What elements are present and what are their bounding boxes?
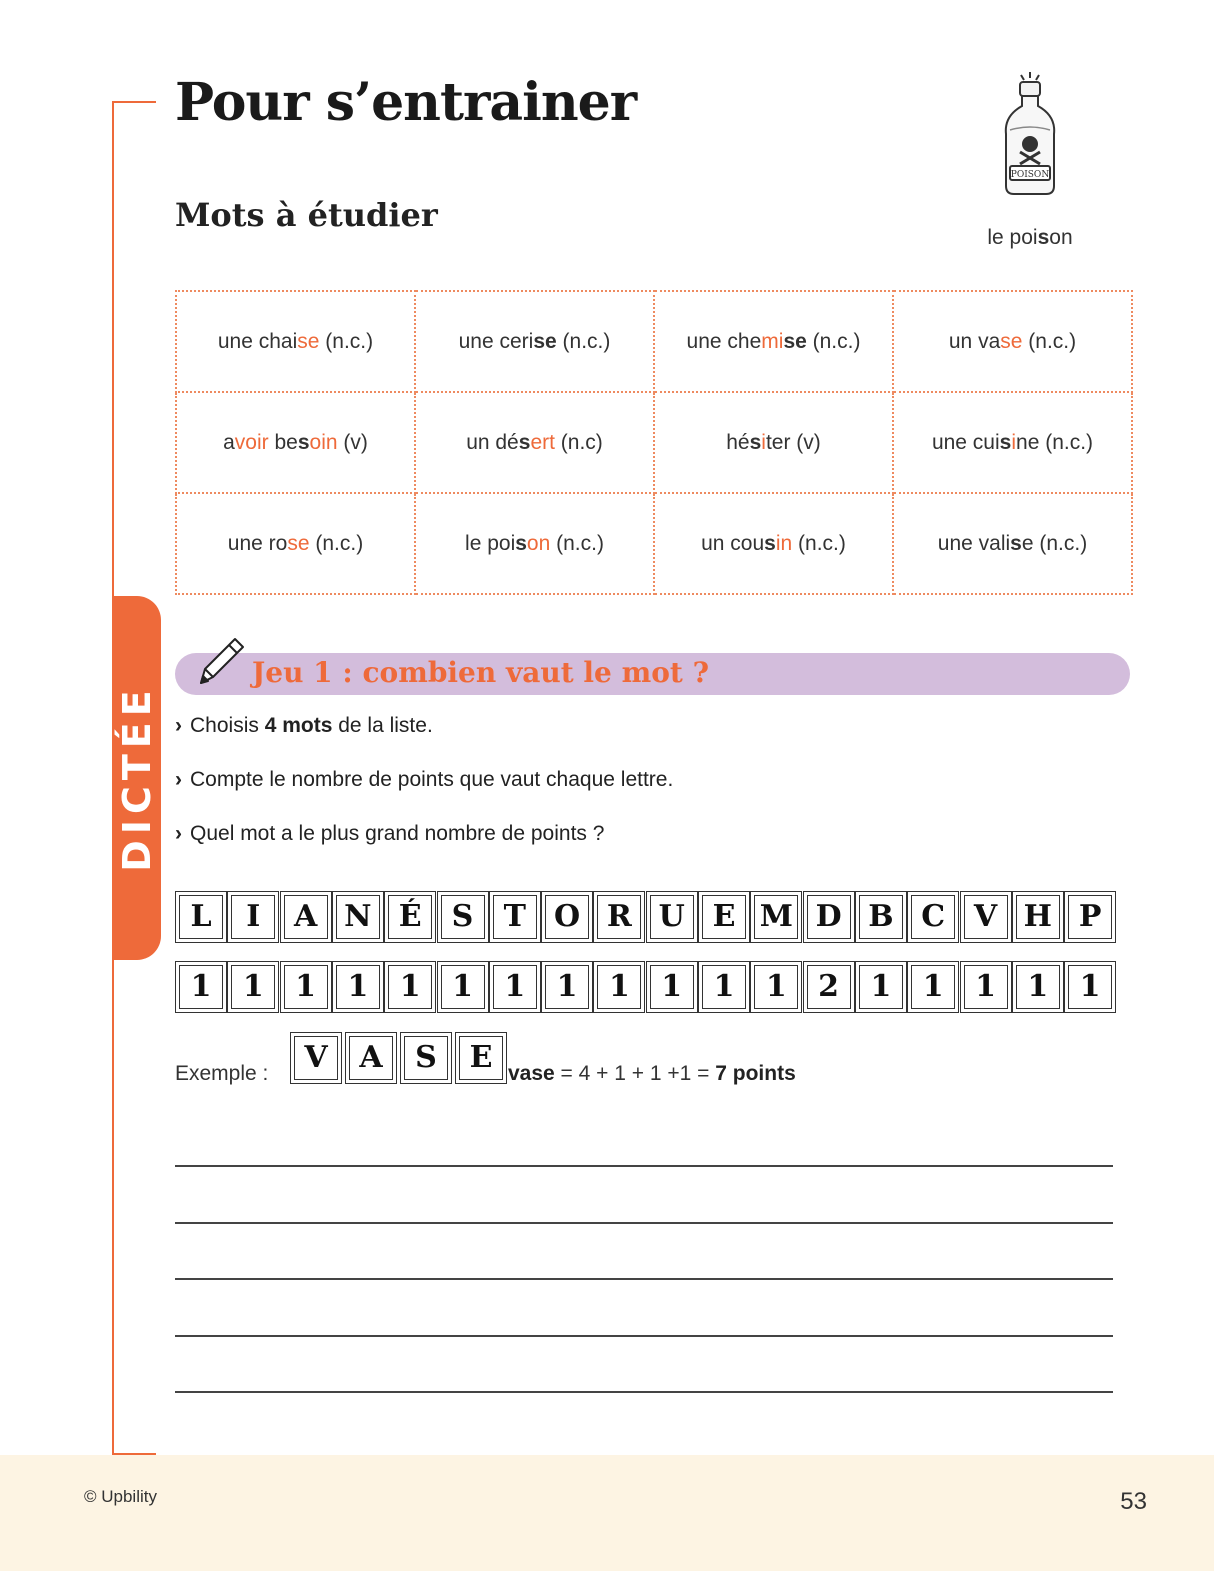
word-part: se <box>1000 329 1023 353</box>
page-footer <box>0 1455 1214 1571</box>
example-word: vase <box>508 1062 555 1085</box>
point-tile: 1 <box>441 965 485 1009</box>
word-part: s <box>297 430 310 454</box>
word-cell <box>893 291 1132 392</box>
word-row <box>176 493 1132 594</box>
word-cell <box>415 493 654 594</box>
page-title: Pour s’entrainer <box>175 72 637 133</box>
poison-bottle-icon <box>990 70 1070 198</box>
word-part: un dé <box>466 430 519 454</box>
word-part: s <box>749 430 762 454</box>
letter-tile: P <box>1068 895 1112 939</box>
point-tile: 1 <box>545 965 589 1009</box>
caption-part: on <box>1049 226 1073 249</box>
letter-tile: V <box>964 895 1008 939</box>
example-result: 7 points <box>715 1062 796 1085</box>
word-part: s <box>1010 531 1022 555</box>
side-tab-label: DICTÉE <box>114 684 159 872</box>
point-tile: 1 <box>754 965 798 1009</box>
instruction-text: de la liste. <box>332 714 433 737</box>
instruction-text: Choisis <box>190 714 265 737</box>
chevron-icon: › <box>175 768 182 791</box>
word-part: e (n.c.) <box>1021 531 1088 555</box>
word-part: un va <box>948 329 1001 353</box>
letter-tile: A <box>284 895 328 939</box>
word-cell <box>893 392 1132 493</box>
word-part: s <box>515 531 527 555</box>
word-part: hé <box>726 430 750 454</box>
point-tile: 2 <box>807 965 851 1009</box>
word-part: une ceri <box>458 329 534 353</box>
word-part: ne (n.c.) <box>1016 430 1094 454</box>
instruction-item <box>175 822 604 846</box>
example-sum: = 4 + 1 + 1 +1 = <box>554 1062 716 1085</box>
word-part: (n.c) <box>554 430 603 454</box>
letter-tile: M <box>754 895 798 939</box>
word-part: be <box>268 430 298 454</box>
word-part: un cou <box>701 531 765 555</box>
word-part: une vali <box>937 531 1011 555</box>
letter-tile: B <box>859 895 903 939</box>
word-part: (n.c.) <box>792 531 846 555</box>
letter-tile: I <box>231 895 275 939</box>
word-table <box>175 290 1133 595</box>
point-tile: 1 <box>911 965 955 1009</box>
point-tile: 1 <box>388 965 432 1009</box>
word-part: on <box>526 531 551 555</box>
point-tile: 1 <box>231 965 275 1009</box>
instruction-item <box>175 714 433 738</box>
instruction-text: 4 mots <box>264 714 333 737</box>
letter-tile: H <box>1016 895 1060 939</box>
word-part: s <box>999 430 1012 454</box>
word-cell <box>176 291 415 392</box>
letter-tile: S <box>441 895 485 939</box>
letter-tile: E <box>702 895 746 939</box>
word-part: (n.c.) <box>550 531 604 555</box>
word-part: i <box>761 430 766 454</box>
word-part: (v) <box>337 430 368 454</box>
point-tile: 1 <box>859 965 903 1009</box>
answer-line <box>175 1335 1113 1337</box>
instruction-item <box>175 768 673 792</box>
word-part: (n.c.) <box>556 329 611 353</box>
point-tile: 1 <box>597 965 641 1009</box>
word-part: s <box>518 430 531 454</box>
point-tile: 1 <box>964 965 1008 1009</box>
word-cell <box>176 493 415 594</box>
word-part: une che <box>686 329 762 353</box>
example-letter-tile: E <box>459 1036 503 1080</box>
word-part: une cui <box>931 430 1000 454</box>
caption-part: le poi <box>987 226 1038 249</box>
illustration-caption <box>960 226 1100 250</box>
word-row <box>176 291 1132 392</box>
word-part: (n.c.) <box>806 329 861 353</box>
point-tile: 1 <box>1068 965 1112 1009</box>
chevron-icon: › <box>175 822 182 845</box>
letter-tile: U <box>650 895 694 939</box>
point-tile: 1 <box>179 965 223 1009</box>
word-part: (n.c.) <box>319 329 374 353</box>
bottle-label: POISON <box>1010 170 1050 180</box>
point-tile: 1 <box>284 965 328 1009</box>
point-tile: 1 <box>1016 965 1060 1009</box>
letter-tile: L <box>179 895 223 939</box>
example-letter-tile: S <box>404 1036 448 1080</box>
word-part: une ro <box>227 531 288 555</box>
word-part: se <box>783 329 807 353</box>
letter-tile: R <box>597 895 641 939</box>
example-letter-tile: A <box>349 1036 393 1080</box>
word-part: le poi <box>465 531 516 555</box>
word-part: ter (v) <box>765 430 821 454</box>
word-cell <box>893 493 1132 594</box>
word-part: ert <box>530 430 555 454</box>
point-tile: 1 <box>336 965 380 1009</box>
word-cell <box>654 493 893 594</box>
pencil-icon <box>193 633 249 689</box>
caption-part-bold: s <box>1037 226 1050 249</box>
word-cell <box>415 392 654 493</box>
word-part: mi <box>761 329 784 353</box>
word-part: oin <box>309 430 338 454</box>
word-part: voir <box>234 430 269 454</box>
word-part: se <box>297 329 320 353</box>
answer-line <box>175 1278 1113 1280</box>
example-calculation <box>508 1062 796 1086</box>
example-label: Exemple : <box>175 1062 269 1085</box>
answer-line <box>175 1391 1113 1393</box>
point-tile: 1 <box>702 965 746 1009</box>
word-part: i <box>1011 430 1017 454</box>
letter-tile: T <box>493 895 537 939</box>
instruction-text: Compte le nombre de points que vaut chaque lettre. <box>190 768 674 791</box>
point-tile: 1 <box>493 965 537 1009</box>
letter-tile: É <box>388 895 432 939</box>
answer-line <box>175 1222 1113 1224</box>
section-subtitle: Mots à étudier <box>175 196 438 234</box>
copyright: © Upbility <box>84 1487 157 1506</box>
word-part: (n.c.) <box>309 531 364 555</box>
word-part: se <box>533 329 557 353</box>
word-part: a <box>223 430 235 454</box>
letter-tile: N <box>336 895 380 939</box>
word-cell <box>654 291 893 392</box>
chevron-icon: › <box>175 714 182 737</box>
instruction-text: Quel mot a le plus grand nombre de points ? <box>190 822 605 845</box>
point-tile: 1 <box>650 965 694 1009</box>
word-cell <box>176 392 415 493</box>
letter-tile: O <box>545 895 589 939</box>
word-part: (n.c.) <box>1022 329 1077 353</box>
word-part: une chai <box>217 329 298 353</box>
answer-line <box>175 1165 1113 1167</box>
game-title: Jeu 1 : combien vaut le mot ? <box>252 656 710 689</box>
word-cell <box>654 392 893 493</box>
word-part: se <box>287 531 310 555</box>
side-tab-dictee <box>112 596 161 960</box>
page-number: 53 <box>1120 1488 1147 1515</box>
letter-tile: D <box>807 895 851 939</box>
frame-top-line <box>112 101 156 103</box>
word-row <box>176 392 1132 493</box>
word-part: in <box>775 531 793 555</box>
word-cell <box>415 291 654 392</box>
letter-tile: C <box>911 895 955 939</box>
example-letter-tile: V <box>294 1036 338 1080</box>
word-part: s <box>764 531 776 555</box>
